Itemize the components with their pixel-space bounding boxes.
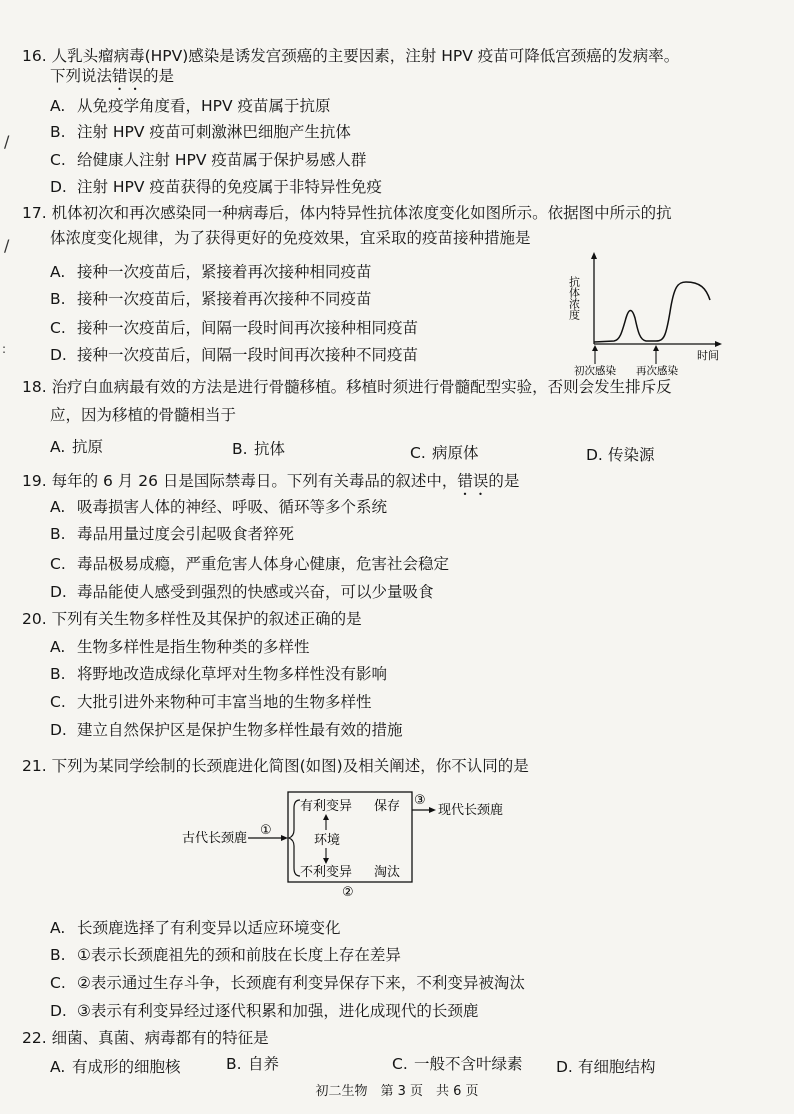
option-text: 毒品用量过度会引起吸食者猝死 xyxy=(76,525,294,543)
antibody-curve xyxy=(594,282,710,342)
option-text: 抗体 xyxy=(254,440,286,458)
second-infection-arrowhead xyxy=(653,345,659,351)
q19-stem-part: 的是 xyxy=(488,472,520,490)
option-label: D. xyxy=(50,721,67,739)
option-text: ②表示通过生存斗争，长颈鹿有利变异保存下来，不利变异被淘汰 xyxy=(76,974,525,992)
arrow-1-head xyxy=(281,835,288,841)
q16-option-d[interactable] xyxy=(50,177,382,197)
first-infection-arrowhead xyxy=(592,345,598,351)
option-label: C. xyxy=(50,151,66,169)
q16-stem-text: 人乳头瘤病毒(HPV)感染是诱发宫颈癌的主要因素，注射 HPV 疫苗可降低宫颈癌的发病率。 xyxy=(51,47,680,65)
q22-option-d[interactable] xyxy=(556,1057,656,1077)
option-text: 吸毒损害人体的神经、呼吸、循环等多个系统 xyxy=(76,498,387,516)
giraffe-evolution-diagram xyxy=(176,786,526,902)
q16-emphasis: 错误 xyxy=(112,67,144,85)
option-text: 生物多样性是指生物种类的多样性 xyxy=(76,638,310,656)
x-axis-arrow xyxy=(715,341,722,347)
y-axis-label: 抗体浓度 xyxy=(567,276,581,320)
q17-option-b[interactable] xyxy=(50,289,371,309)
option-label: A. xyxy=(50,438,66,456)
option-label: D. xyxy=(50,583,67,601)
q21-stem xyxy=(22,756,529,776)
option-label: C. xyxy=(50,693,66,711)
q16-option-b[interactable] xyxy=(50,122,351,142)
q16-stem-line1 xyxy=(22,46,679,66)
q18-option-a[interactable] xyxy=(50,437,103,457)
q21-stem-text: 下列为某同学绘制的长颈鹿进化简图(如图)及相关阐述，你不认同的是 xyxy=(51,757,529,775)
option-text: 一般不含叶绿素 xyxy=(414,1055,523,1073)
option-text: 有细胞结构 xyxy=(578,1058,656,1076)
option-label: A. xyxy=(50,97,66,115)
option-label: A. xyxy=(50,1058,66,1076)
arrow-3-head xyxy=(429,807,436,813)
option-label: D. xyxy=(586,446,603,464)
option-label: C. xyxy=(50,555,66,573)
q22-option-b[interactable] xyxy=(226,1054,279,1074)
option-label: A. xyxy=(50,919,66,937)
q18-option-d[interactable] xyxy=(586,445,655,465)
option-label: C. xyxy=(50,974,66,992)
q21-option-a[interactable] xyxy=(50,918,340,938)
q18-stem-line2 xyxy=(50,405,236,425)
q17-stem-text: 机体初次和再次感染同一种病毒后，体内特异性抗体浓度变化如图所示。依据图中所示的抗 xyxy=(51,204,672,222)
q21-option-d[interactable] xyxy=(50,1001,478,1021)
x-axis-label: 时间 xyxy=(697,349,719,362)
environment-label: 环境 xyxy=(314,833,341,848)
q18-option-c[interactable] xyxy=(410,443,479,463)
margin-mark: / xyxy=(4,236,10,255)
q16-stem-part: 的是 xyxy=(143,67,175,85)
option-label: C. xyxy=(392,1055,408,1073)
q16-option-c[interactable] xyxy=(50,150,366,170)
y-axis-arrow xyxy=(591,252,597,259)
env-down-arrowhead xyxy=(323,858,329,864)
q16-stem-part: 下列说法 xyxy=(50,67,113,85)
option-label: A. xyxy=(50,263,66,281)
favorable-variation-label: 有利变异 xyxy=(300,799,353,814)
q19-option-d[interactable] xyxy=(50,582,433,602)
option-label: B. xyxy=(232,440,248,458)
q19-stem-part: 每年的 6 月 26 日是国际禁毒日。下列有关毒品的叙述中， xyxy=(51,472,458,490)
q18-number: 18. xyxy=(22,378,47,396)
option-text: 接种一次疫苗后，紧接着再次接种不同疫苗 xyxy=(76,290,372,308)
q19-emphasis: 错误 xyxy=(457,472,489,490)
q17-stem-line2 xyxy=(50,228,531,248)
q19-option-c[interactable] xyxy=(50,554,449,574)
option-label: D. xyxy=(50,346,67,364)
option-text: ③表示有利变异经过逐代积累和加强，进化成现代的长颈鹿 xyxy=(76,1002,479,1020)
q22-option-c[interactable] xyxy=(392,1054,523,1074)
env-up-arrowhead xyxy=(323,814,329,820)
q17-option-d[interactable] xyxy=(50,345,418,365)
q19-number: 19. xyxy=(22,472,47,490)
q17-number: 17. xyxy=(22,204,47,222)
option-text: 给健康人注射 HPV 疫苗属于保护易感人群 xyxy=(76,151,367,169)
option-label: B. xyxy=(50,290,66,308)
page-footer: 初二生物 第 3 页 共 6 页 xyxy=(315,1084,479,1099)
q16-option-a[interactable] xyxy=(50,96,330,116)
q16-stem-line2 xyxy=(50,66,174,94)
option-text: 毒品能使人感受到强烈的快感或兴奋，可以少量吸食 xyxy=(76,583,434,601)
q21-option-c[interactable] xyxy=(50,973,525,993)
brace xyxy=(289,800,300,876)
option-label: A. xyxy=(50,638,66,656)
q20-stem-text: 下列有关生物多样性及其保护的叙述正确的是 xyxy=(51,610,362,628)
option-label: D. xyxy=(556,1058,573,1076)
option-text: 毒品极易成瘾，严重危害人体身心健康，危害社会稳定 xyxy=(76,555,449,573)
marker-3: ③ xyxy=(414,793,426,808)
option-text: 接种一次疫苗后，间隔一段时间再次接种不同疫苗 xyxy=(76,346,418,364)
option-text: 接种一次疫苗后，间隔一段时间再次接种相同疫苗 xyxy=(76,319,418,337)
eliminate-label: 淘汰 xyxy=(374,865,401,880)
option-text: 长颈鹿选择了有利变异以适应环境变化 xyxy=(76,919,341,937)
marker-2: ② xyxy=(342,885,354,900)
q22-number: 22. xyxy=(22,1029,47,1047)
q18-stem-text: 应，因为移植的骨髓相当于 xyxy=(50,406,237,424)
option-label: B. xyxy=(50,665,66,683)
option-text: 有成形的细胞核 xyxy=(72,1058,181,1076)
q18-option-b[interactable] xyxy=(232,439,285,459)
q17-option-a[interactable] xyxy=(50,262,371,282)
option-text: 自养 xyxy=(248,1055,280,1073)
option-text: 将野地改造成绿化草坪对生物多样性没有影响 xyxy=(76,665,387,683)
q20-option-b[interactable] xyxy=(50,664,387,684)
second-infection-label: 再次感染 xyxy=(636,365,678,377)
q21-number: 21. xyxy=(22,757,47,775)
q20-stem xyxy=(22,609,362,629)
marker-1: ① xyxy=(260,823,272,838)
option-label: B. xyxy=(226,1055,242,1073)
q18-stem-line1 xyxy=(22,377,672,397)
q22-stem xyxy=(22,1028,269,1048)
option-label: B. xyxy=(50,946,66,964)
q19-option-b[interactable] xyxy=(50,524,294,544)
option-label: A. xyxy=(50,498,66,516)
option-text: 建立自然保护区是保护生物多样性最有效的措施 xyxy=(76,721,403,739)
option-text: 传染源 xyxy=(608,446,655,464)
option-text: 病原体 xyxy=(432,444,479,462)
q19-option-a[interactable] xyxy=(50,497,387,517)
option-text: 接种一次疫苗后，紧接着再次接种相同疫苗 xyxy=(76,263,372,281)
q21-option-b[interactable] xyxy=(50,945,401,965)
q17-option-c[interactable] xyxy=(50,318,418,338)
option-text: 从免疫学角度看，HPV 疫苗属于抗原 xyxy=(76,97,331,115)
q22-option-a[interactable] xyxy=(50,1057,181,1077)
q20-option-a[interactable] xyxy=(50,637,309,657)
q20-option-c[interactable] xyxy=(50,692,371,712)
q22-stem-text: 细菌、真菌、病毒都有的特征是 xyxy=(51,1029,269,1047)
option-label: C. xyxy=(410,444,426,462)
option-text: 注射 HPV 疫苗可刺激淋巴细胞产生抗体 xyxy=(76,123,351,141)
ancient-giraffe-label: 古代长颈鹿 xyxy=(182,831,248,846)
unfavorable-variation-label: 不利变异 xyxy=(300,865,353,880)
q16-number: 16. xyxy=(22,47,47,65)
q17-stem-line1 xyxy=(22,203,672,223)
margin-mark: / xyxy=(4,132,10,151)
option-text: 抗原 xyxy=(72,438,104,456)
modern-giraffe-label: 现代长颈鹿 xyxy=(438,803,504,818)
q18-stem-text: 治疗白血病最有效的方法是进行骨髓移植。移植时须进行骨髓配型实验，否则会发生排斥反 xyxy=(51,378,672,396)
option-label: B. xyxy=(50,525,66,543)
option-label: D. xyxy=(50,1002,67,1020)
q20-number: 20. xyxy=(22,610,47,628)
antibody-concentration-graph xyxy=(560,252,730,378)
q17-stem-text: 体浓度变化规律，为了获得更好的免疫效果，宜采取的疫苗接种措施是 xyxy=(50,229,531,247)
option-text: 大批引进外来物种可丰富当地的生物多样性 xyxy=(76,693,372,711)
option-label: C. xyxy=(50,319,66,337)
preserve-label: 保存 xyxy=(374,799,401,814)
option-label: D. xyxy=(50,178,67,196)
first-infection-label: 初次感染 xyxy=(574,365,616,377)
option-text: ①表示长颈鹿祖先的颈和前肢在长度上存在差异 xyxy=(76,946,401,964)
option-text: 注射 HPV 疫苗获得的免疫属于非特异性免疫 xyxy=(76,178,382,196)
option-label: B. xyxy=(50,123,66,141)
margin-mark: : xyxy=(2,342,7,356)
q19-stem xyxy=(22,471,519,499)
q20-option-d[interactable] xyxy=(50,720,402,740)
